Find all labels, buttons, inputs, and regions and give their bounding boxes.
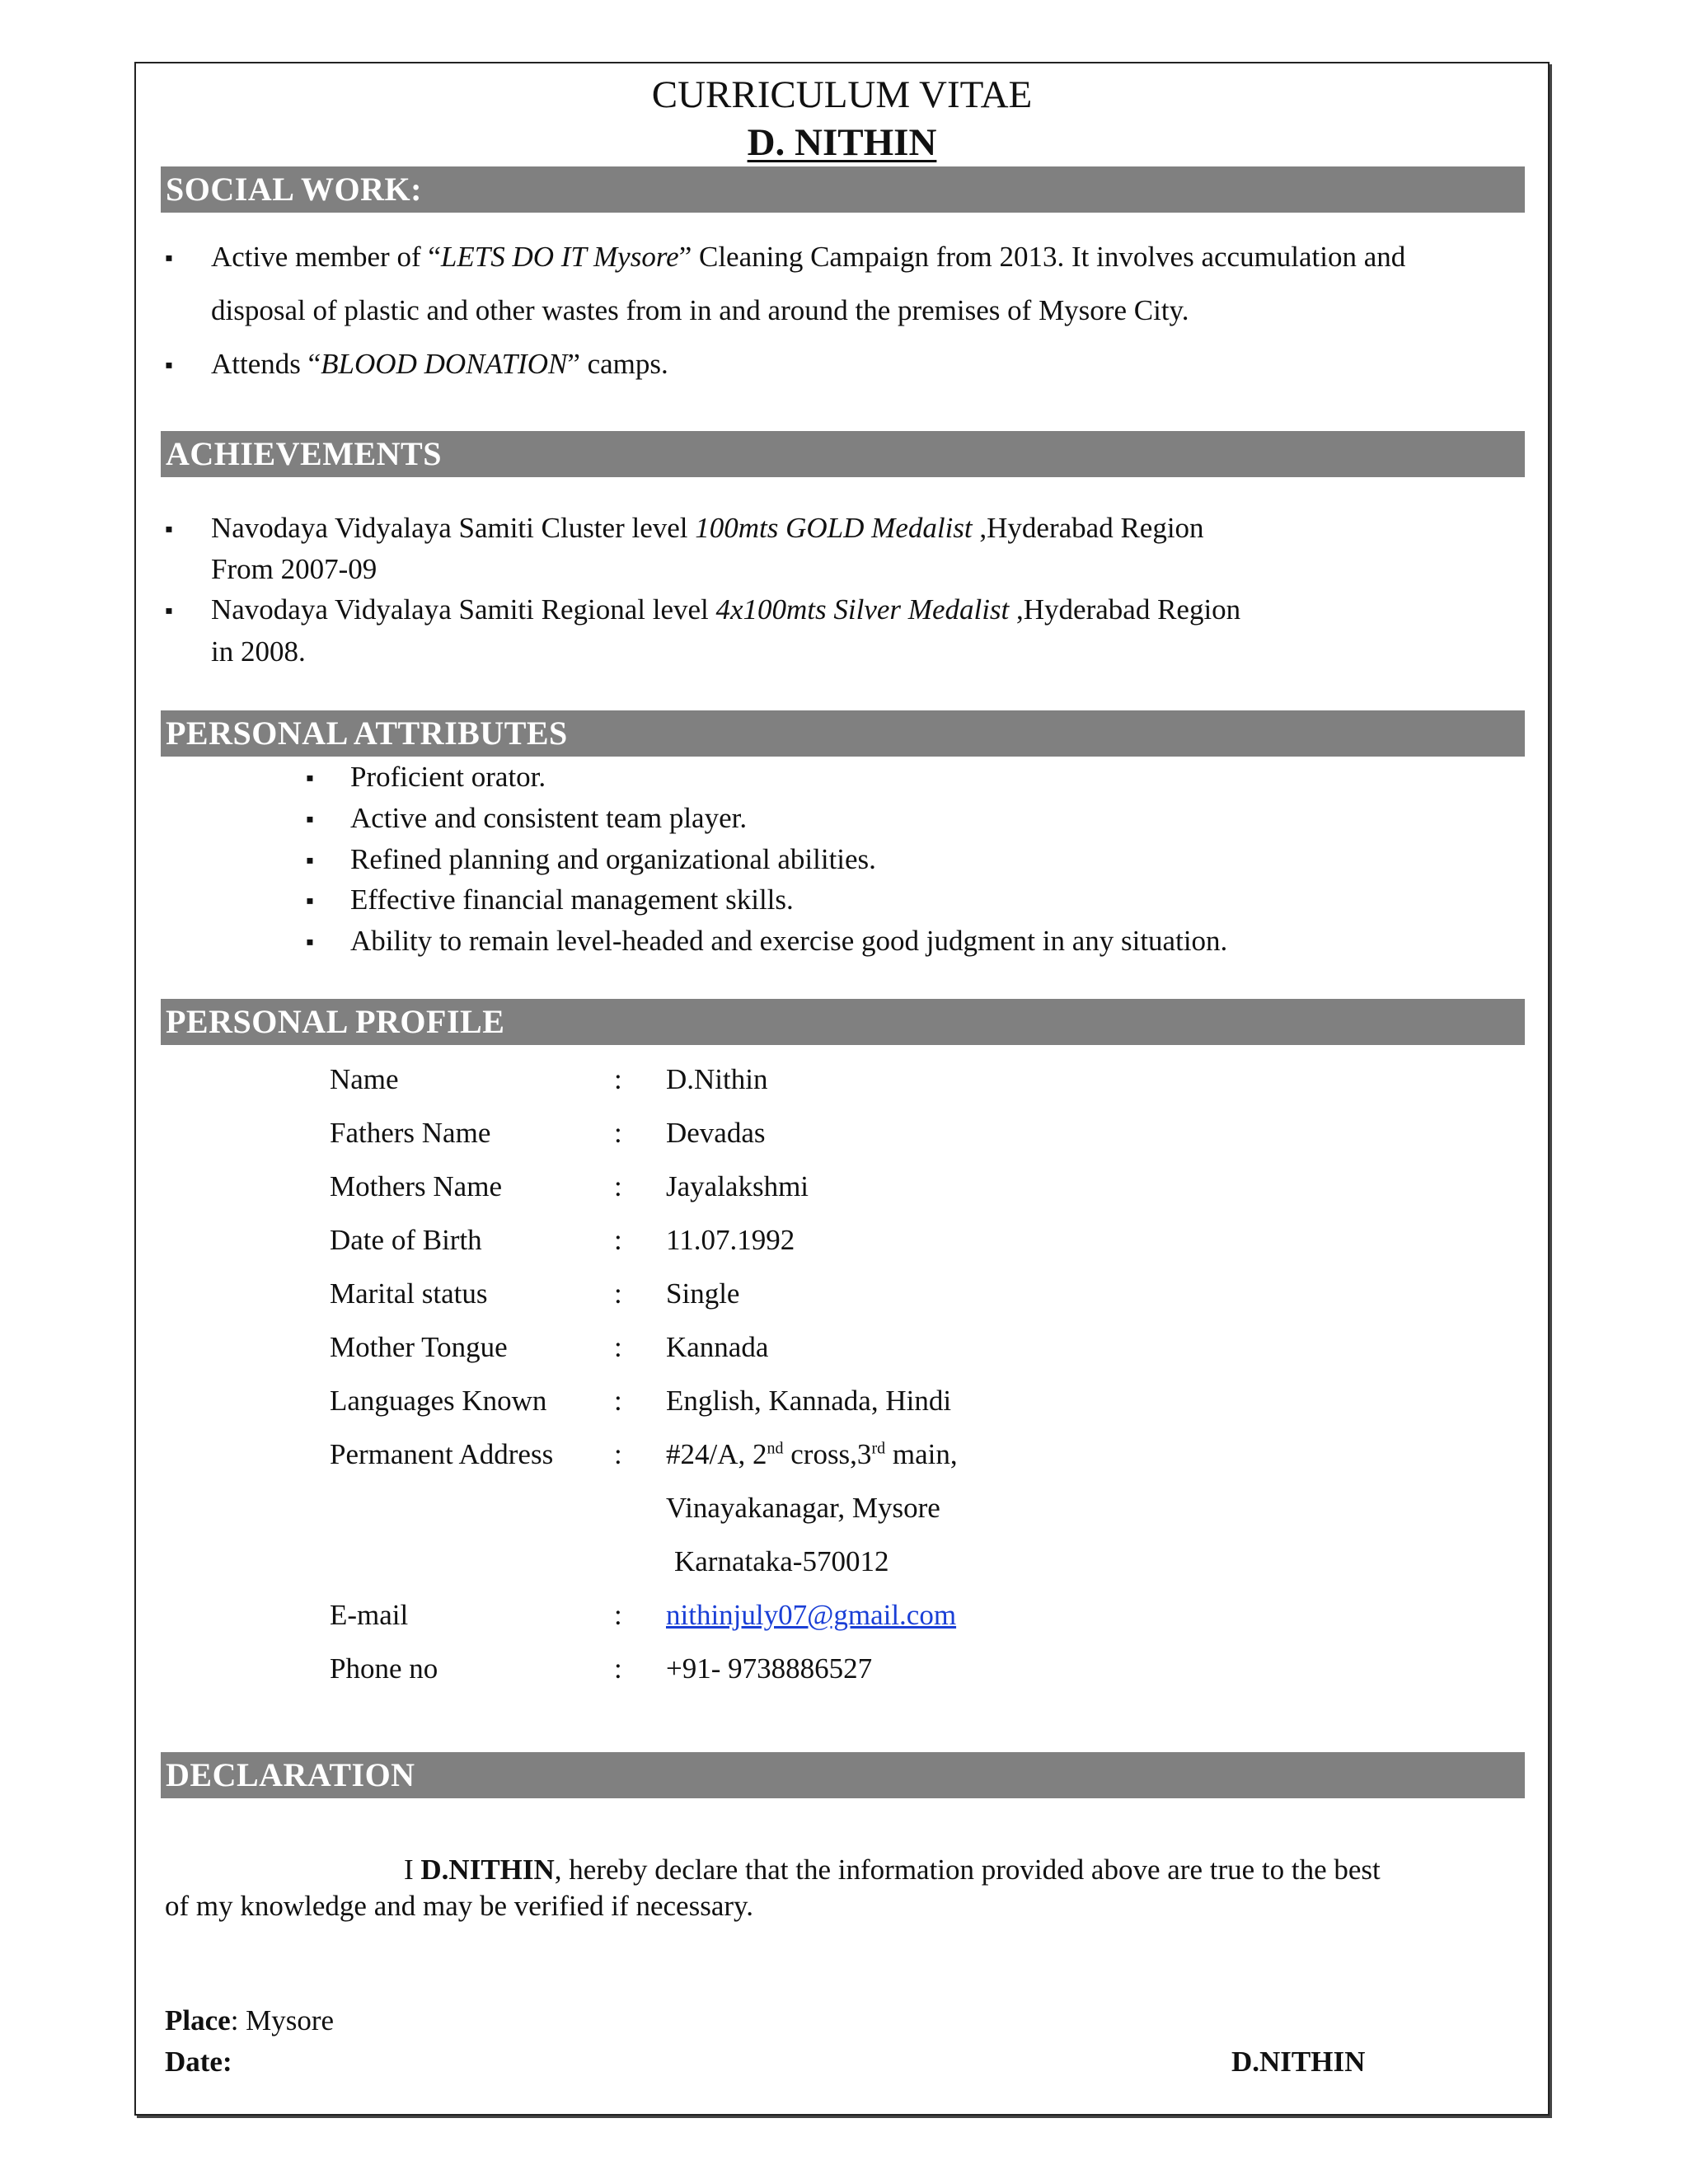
achievement-item-1-cont: From 2007-09 — [211, 553, 377, 585]
achievement-item-2-cont: in 2008. — [211, 635, 306, 668]
email-link[interactable]: nithinjuly07@gmail.com — [666, 1599, 957, 1631]
profile-value-marital: Single — [666, 1277, 740, 1310]
bullet-icon — [165, 517, 173, 543]
profile-colon: : — [614, 1385, 622, 1417]
profile-colon: : — [614, 1117, 622, 1149]
profile-value-languages: English, Kannada, Hindi — [666, 1385, 952, 1417]
profile-label-name: Name — [330, 1063, 399, 1095]
signature-name: D.NITHIN — [1231, 2046, 1366, 2078]
bullet-icon — [306, 766, 314, 792]
profile-label-email: E-mail — [330, 1599, 409, 1631]
profile-value-mother: Jayalakshmi — [666, 1170, 809, 1202]
attribute-item: Proficient orator. — [350, 761, 546, 793]
profile-value-address-line3: Karnataka-570012 — [674, 1545, 889, 1577]
profile-colon: : — [614, 1438, 622, 1470]
profile-colon: : — [614, 1599, 622, 1631]
attribute-item: Ability to remain level-headed and exercise good judgment in any situation. — [350, 925, 1228, 957]
bullet-icon — [165, 246, 173, 272]
achievement-item-1: Navodaya Vidyalaya Samiti Cluster level 100mts GOLD Medalist ,Hyderabad Region — [211, 512, 1204, 544]
profile-label-address: Permanent Address — [330, 1438, 554, 1470]
date-label: Date: — [165, 2046, 232, 2078]
declaration-text-line2: of my knowledge and may be verified if necessary. — [165, 1890, 753, 1922]
profile-colon: : — [614, 1277, 622, 1310]
profile-value-father: Devadas — [666, 1117, 766, 1149]
profile-value-address-line1: #24/A, 2nd cross,3rd main, — [666, 1438, 958, 1470]
profile-value-address-line2: Vinayakanagar, Mysore — [666, 1492, 940, 1524]
profile-value-phone: +91- 9738886527 — [666, 1652, 873, 1685]
section-heading-social-work: SOCIAL WORK: — [161, 166, 1525, 213]
social-item-1-cont: disposal of plastic and other wastes from in and around the premises of Mysore City. — [211, 294, 1189, 326]
profile-value-dob: 11.07.1992 — [666, 1224, 795, 1256]
bullet-icon — [306, 888, 314, 915]
profile-label-mother: Mothers Name — [330, 1170, 502, 1202]
profile-label-phone: Phone no — [330, 1652, 438, 1685]
profile-label-languages: Languages Known — [330, 1385, 547, 1417]
profile-label-tongue: Mother Tongue — [330, 1331, 508, 1363]
social-item-1: Active member of “LETS DO IT Mysore” Cleaning Campaign from 2013. It involves accumulation and — [211, 241, 1406, 273]
candidate-name: D. NITHIN — [747, 121, 937, 164]
bullet-icon — [306, 930, 314, 956]
profile-colon: : — [614, 1063, 622, 1095]
bullet-icon — [306, 807, 314, 833]
profile-label-father: Fathers Name — [330, 1117, 491, 1149]
profile-colon: : — [614, 1331, 622, 1363]
profile-label-marital: Marital status — [330, 1277, 488, 1310]
place-line: Place: Mysore — [165, 2004, 335, 2036]
social-item-2: Attends “BLOOD DONATION” camps. — [211, 348, 668, 380]
document-title: CURRICULUM VITAE — [651, 73, 1033, 116]
bullet-icon — [165, 353, 173, 379]
profile-colon: : — [614, 1224, 622, 1256]
attribute-item: Refined planning and organizational abilities. — [350, 843, 876, 875]
bullet-icon — [165, 598, 173, 625]
achievement-item-2: Navodaya Vidyalaya Samiti Regional level 4x100mts Silver Medalist ,Hyderabad Region — [211, 593, 1241, 626]
attribute-item: Effective financial management skills. — [350, 883, 794, 916]
profile-label-dob: Date of Birth — [330, 1224, 482, 1256]
section-heading-declaration: DECLARATION — [161, 1752, 1525, 1798]
section-heading-personal-attributes: PERSONAL ATTRIBUTES — [161, 710, 1525, 757]
profile-colon: : — [614, 1170, 622, 1202]
section-heading-achievements: ACHIEVEMENTS — [161, 431, 1525, 477]
declaration-text-line1: I D.NITHIN, hereby declare that the information provided above are true to the best — [404, 1854, 1381, 1886]
profile-value-name: D.Nithin — [666, 1063, 768, 1095]
bullet-icon — [306, 848, 314, 874]
section-heading-personal-profile: PERSONAL PROFILE — [161, 999, 1525, 1045]
attribute-item: Active and consistent team player. — [350, 802, 748, 834]
profile-colon: : — [614, 1652, 622, 1685]
profile-value-tongue: Kannada — [666, 1331, 769, 1363]
